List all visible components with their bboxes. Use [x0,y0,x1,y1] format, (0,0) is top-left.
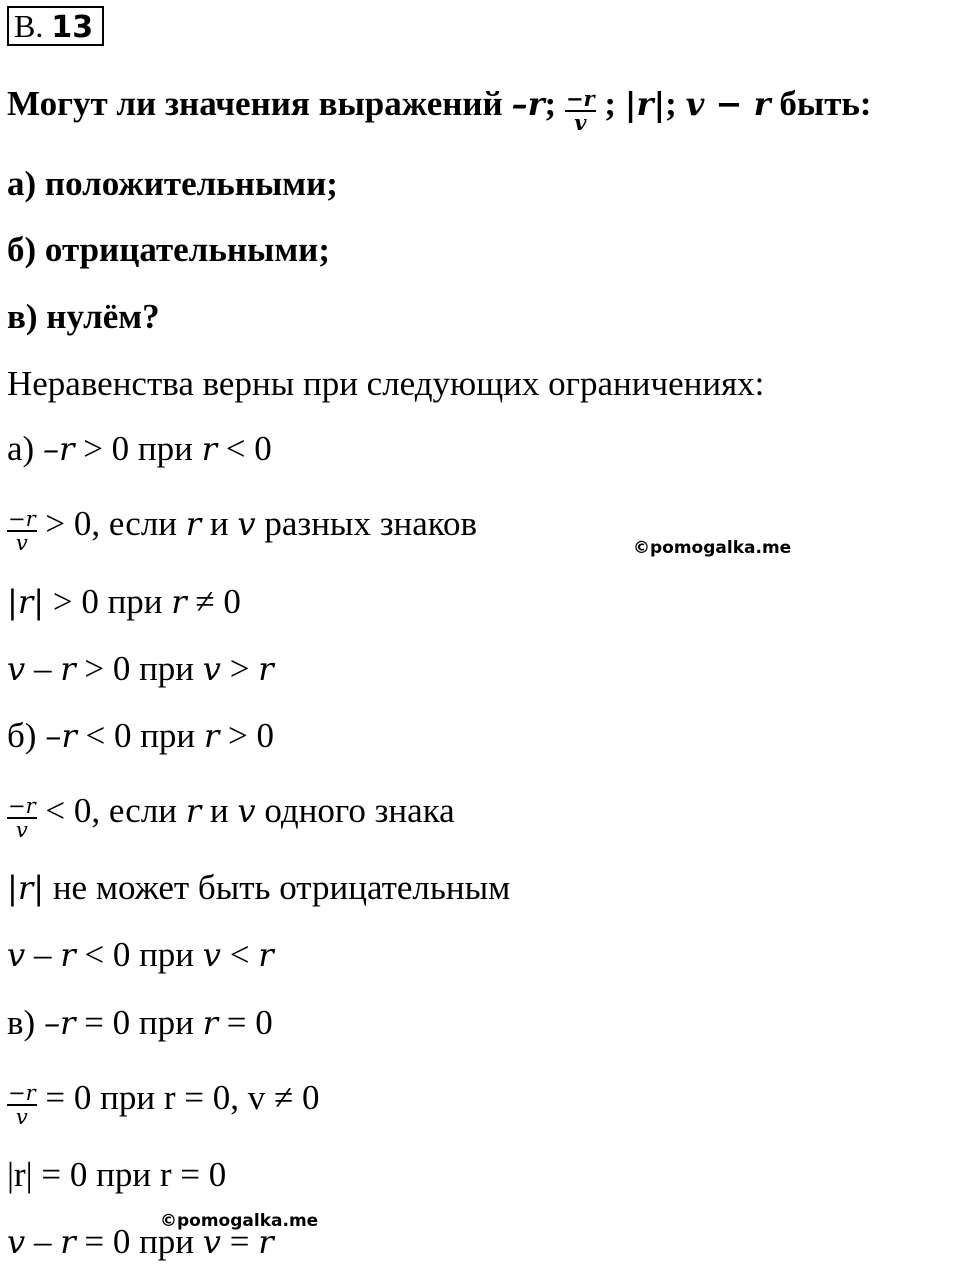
task-number-box [7,6,104,46]
answer-c-line-2: $\frac{-r}{v}$ = 0 при r = 0, v ≠ 0 [8,1078,320,1129]
question-text: Могут ли значения выражений –r; $\frac{-r}{v}$ ; |r|; v − r быть: [7,84,872,135]
option-a: а) положительными; [7,164,338,203]
task-number: 13 [51,10,94,45]
answer-b-line-3: |r| не может быть отрицательным [7,868,511,907]
fraction: $\frac{-r}{v}$ [8,507,36,555]
answer-a-line-1: а) –r > 0 при r < 0 [7,429,272,468]
answer-c-line-1: в) –r = 0 при r = 0 [7,1003,273,1042]
option-c: в) нулём? [7,297,160,336]
answer-intro: Неравенства верны при следующих ограничениях: [7,364,765,403]
fraction: $\frac{-r}{v}$ [8,794,36,842]
answer-b-line-4: v – r < 0 при v < r [7,935,274,974]
answer-b-line-1: б) –r < 0 при r > 0 [7,716,275,755]
watermark: ©pomogalka.me [633,538,792,558]
watermark: ©pomogalka.me [160,1211,319,1231]
task-prefix: В. [14,8,44,44]
answer-a-line-4: v – r > 0 при v > r [7,649,274,688]
question-fraction: $\frac{-r}{v}$ [565,86,595,135]
answer-a-line-2: $\frac{-r}{v}$ > 0, если r и v разных знаков [8,504,478,555]
fraction: $\frac{-r}{v}$ [8,1081,36,1129]
option-b: б) отрицательными; [7,230,330,269]
answer-c-line-3: |r| = 0 при r = 0 [7,1155,227,1194]
answer-c-line-4: v – r = 0 при v = r [7,1222,274,1261]
answer-b-line-2: $\frac{-r}{v}$ < 0, если r и v одного знака [8,791,455,842]
answer-a-line-3: |r| > 0 при r ≠ 0 [7,582,241,621]
